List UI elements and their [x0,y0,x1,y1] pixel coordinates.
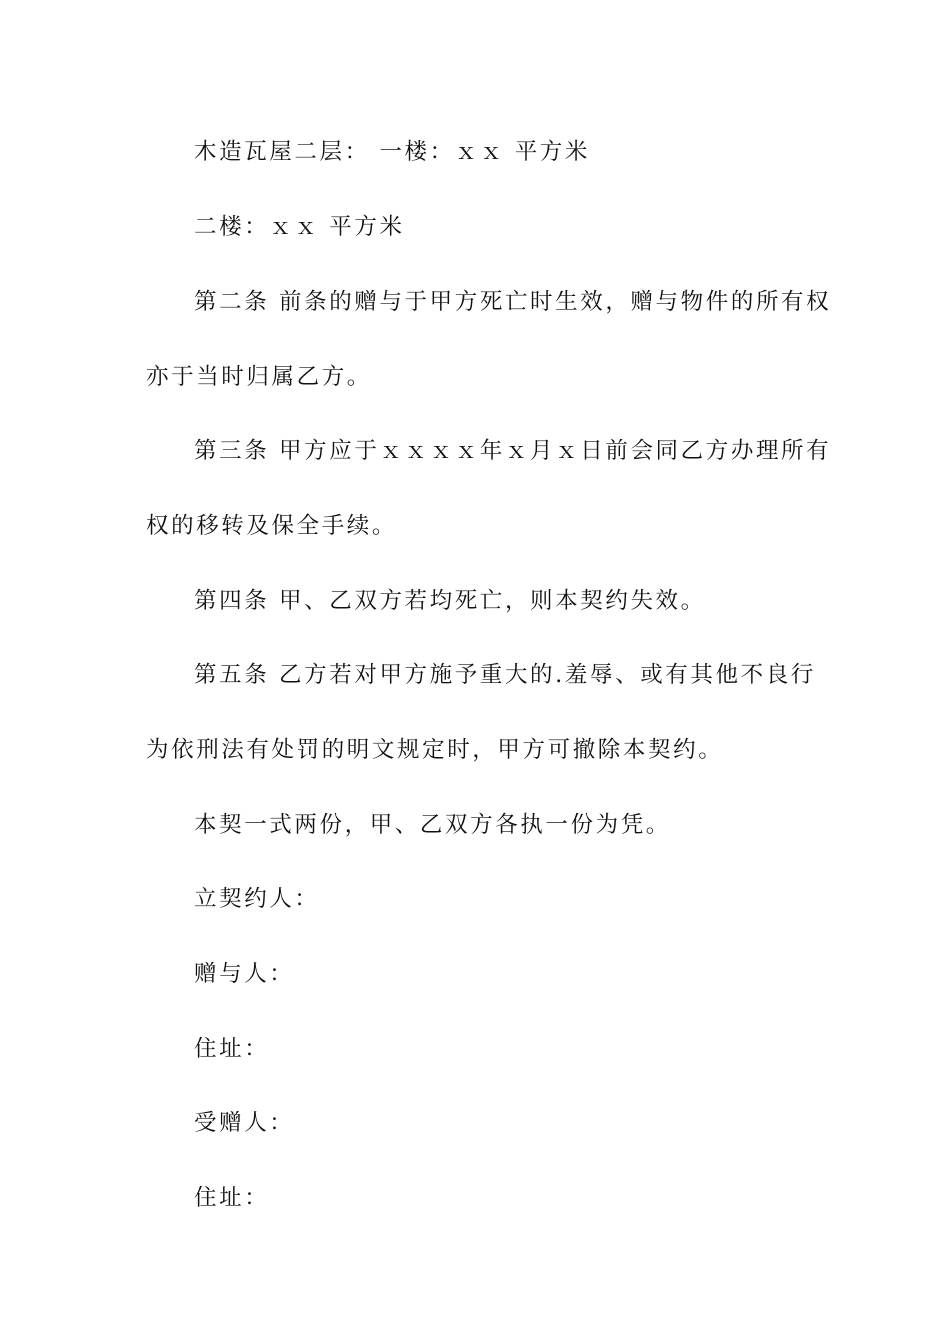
text-line-article3-end: 权的移转及保全手续。 [146,513,398,539]
text-line-article4: 第四条 甲、乙双方若均死亡，则本契约失效。 [194,588,706,614]
text-line-donor: 赠与人： [194,961,295,987]
text-line-article5-start: 第五条 乙方若对甲方施予重大的.羞辱、或有其他不良行 [194,662,816,688]
text-line-article2-end: 亦于当时归属乙方。 [146,364,372,390]
text-line-article5-end: 为依刑法有处罚的明文规定时，甲方可撤除本契约。 [146,737,724,763]
text-line-floor2: 二楼：ｘｘ 平方米 [194,214,405,240]
text-line-recipient: 受赠人： [194,1110,295,1136]
text-line-building-floor1: 木造瓦屋二层： 一楼：ｘｘ 平方米 [194,139,591,165]
text-line-copies: 本契一式两份，甲、乙双方各执一份为凭。 [194,812,671,838]
text-line-article3-start: 第三条 甲方应于ｘｘｘｘ年ｘ月ｘ日前会同乙方办理所有 [194,438,832,464]
text-line-donor-address: 住址： [194,1036,270,1062]
text-line-article2-start: 第二条 前条的赠与于甲方死亡时生效，赠与物件的所有权 [194,289,832,315]
text-line-contract-party: 立契约人： [194,886,320,912]
text-line-recipient-address: 住址： [194,1185,270,1211]
